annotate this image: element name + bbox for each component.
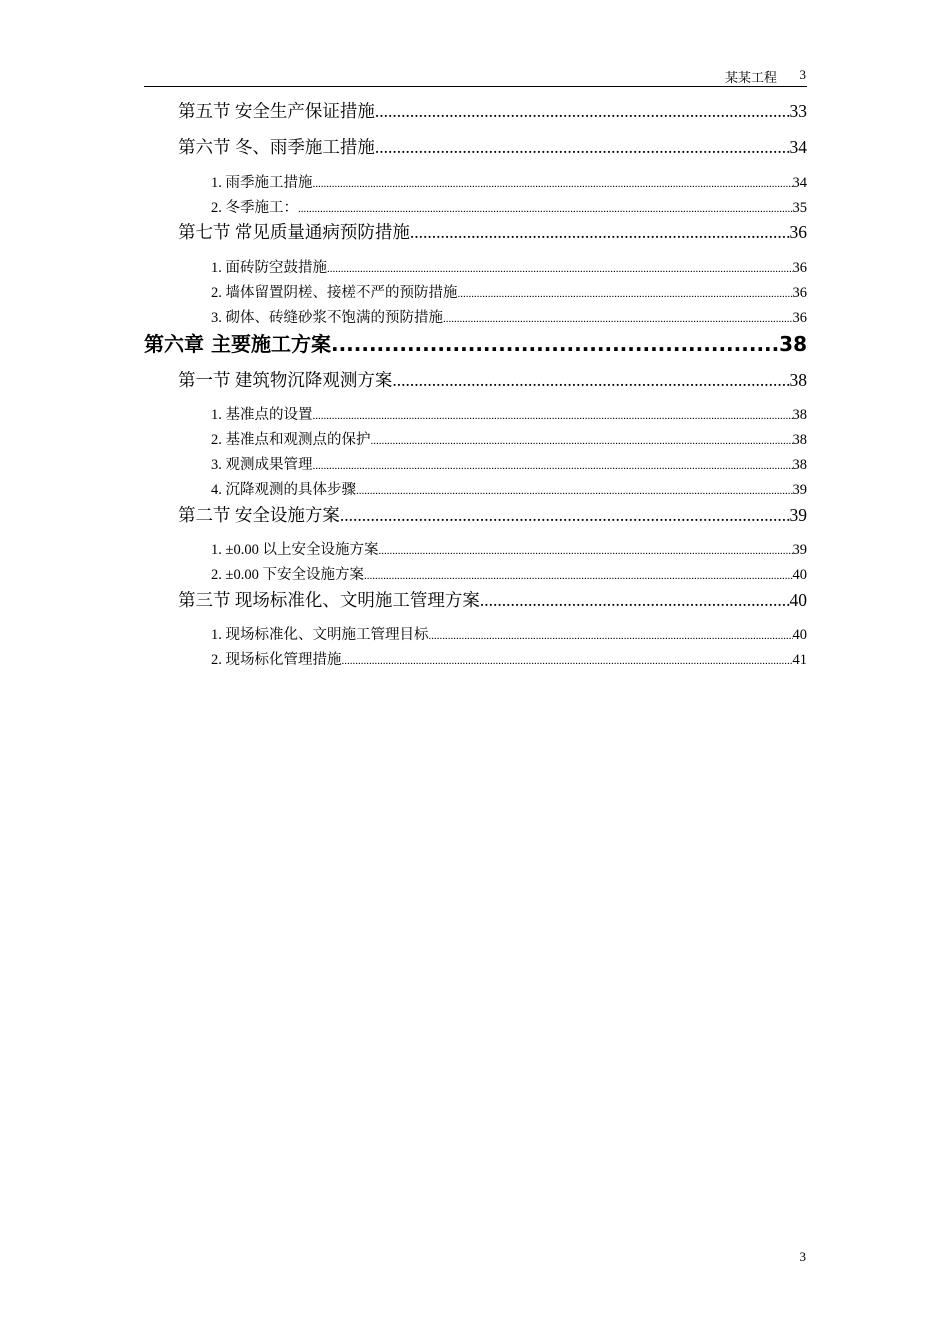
toc-leader-dots (480, 590, 790, 611)
toc-entry-page: 38 (789, 370, 807, 390)
toc-entry-text: 第六章 主要施工方案 (144, 332, 331, 356)
toc-entry-page: 38 (792, 432, 807, 448)
toc-entry-text: 2. 现场标化管理措施 (211, 652, 342, 668)
toc-leader-dots (410, 222, 790, 243)
toc-entry-section[interactable] (178, 587, 807, 612)
toc-entry-item[interactable] (211, 563, 807, 584)
toc-entry-section[interactable] (178, 502, 807, 527)
toc-entry-text: 2. 墙体留置阴槎、接槎不严的预防措施 (211, 285, 458, 301)
toc-entry-page: 36 (792, 310, 807, 326)
toc-entry-page: 33 (789, 101, 807, 121)
toc-entry-text: 1. 现场标准化、文明施工管理目标 (211, 627, 429, 643)
toc-leader-dots (298, 203, 793, 215)
toc-entry-item[interactable] (211, 281, 807, 302)
footer-page-number: 3 (799, 1249, 806, 1264)
toc-leader-dots (331, 332, 779, 356)
toc-entry-page: 36 (792, 285, 807, 301)
toc-entry-item[interactable] (211, 306, 807, 327)
toc-entry-item[interactable] (211, 171, 807, 192)
toc-leader-dots (375, 101, 790, 122)
toc-entry-page: 40 (792, 567, 807, 583)
toc-entry-page: 34 (789, 137, 807, 157)
toc-leader-dots (371, 435, 793, 447)
toc-leader-dots (340, 505, 790, 526)
toc-entry-item[interactable] (211, 256, 807, 277)
toc-entry-page: 40 (792, 627, 807, 643)
toc-entry-text: 1. 面砖防空鼓措施 (211, 260, 327, 276)
toc-entry-page: 38 (792, 407, 807, 423)
toc-leader-dots (327, 263, 793, 275)
toc-entry-text: 1. 基准点的设置 (211, 407, 313, 423)
toc-entry-text: 第五节 安全生产保证措施 (178, 101, 375, 121)
toc-entry-page: 36 (792, 260, 807, 276)
toc-entry-page: 34 (792, 175, 807, 191)
toc-entry-page: 39 (792, 482, 807, 498)
header-title: 某某工程 (724, 70, 777, 85)
toc-entry-text: 1. ±0.00 以上安全设施方案 (211, 542, 379, 558)
toc-entry-section[interactable] (178, 367, 807, 392)
toc-leader-dots (313, 410, 793, 422)
toc-entry-page: 35 (792, 200, 807, 216)
toc-leader-dots (364, 570, 793, 582)
toc-entry-text: 第六节 冬、雨季施工措施 (178, 137, 375, 157)
page-header (144, 64, 807, 87)
toc-entry-item[interactable] (211, 403, 807, 424)
toc-leader-dots (313, 460, 793, 472)
toc-entry-text: 2. 基准点和观测点的保护 (211, 432, 371, 448)
toc-entry-item[interactable] (211, 538, 807, 559)
toc-entry-text: 3. 观测成果管理 (211, 457, 313, 473)
toc-entry-item[interactable] (211, 478, 807, 499)
toc-entry-page: 39 (792, 542, 807, 558)
toc-entry-text: 1. 雨季施工措施 (211, 175, 313, 191)
toc-entry-text: 2. 冬季施工： (211, 200, 298, 216)
toc-entry-text: 2. ±0.00 下安全设施方案 (211, 567, 364, 583)
toc-entry-item[interactable] (211, 196, 807, 217)
header-page-number: 3 (799, 67, 806, 82)
toc-entry-text: 第七节 常见质量通病预防措施 (178, 222, 410, 242)
toc-entry-page: 38 (779, 332, 807, 356)
toc-entry-section[interactable] (178, 219, 807, 244)
toc-entry-text: 第三节 现场标准化、文明施工管理方案 (178, 590, 480, 610)
toc-entry-page: 39 (789, 505, 807, 525)
toc-leader-dots (313, 178, 793, 190)
toc-leader-dots (392, 370, 789, 391)
toc-entry-item[interactable] (211, 428, 807, 449)
toc-leader-dots (443, 313, 793, 325)
toc-entry-text: 第一节 建筑物沉降观测方案 (178, 370, 393, 390)
toc-leader-dots (342, 655, 793, 667)
toc-entry-page: 41 (792, 652, 807, 668)
toc-leader-dots (378, 545, 792, 557)
toc-entry-section[interactable] (178, 134, 807, 159)
toc-entry-item[interactable] (211, 648, 807, 669)
toc-entry-text: 4. 沉降观测的具体步骤 (211, 482, 356, 498)
toc-entry-item[interactable] (211, 453, 807, 474)
toc-entry-page: 36 (789, 222, 807, 242)
toc-entry-text: 3. 砌体、砖缝砂浆不饱满的预防措施 (211, 310, 443, 326)
toc-leader-dots (356, 485, 793, 497)
toc-entry-item[interactable] (211, 623, 807, 644)
toc-leader-dots (375, 137, 790, 158)
toc-entry-chapter[interactable] (144, 328, 807, 357)
toc-entry-page: 38 (792, 457, 807, 473)
toc-entry-section[interactable] (178, 98, 807, 123)
toc-leader-dots (458, 288, 793, 300)
toc-leader-dots (429, 630, 793, 642)
toc-entry-text: 第二节 安全设施方案 (178, 505, 340, 525)
toc-entry-page: 40 (789, 590, 807, 610)
